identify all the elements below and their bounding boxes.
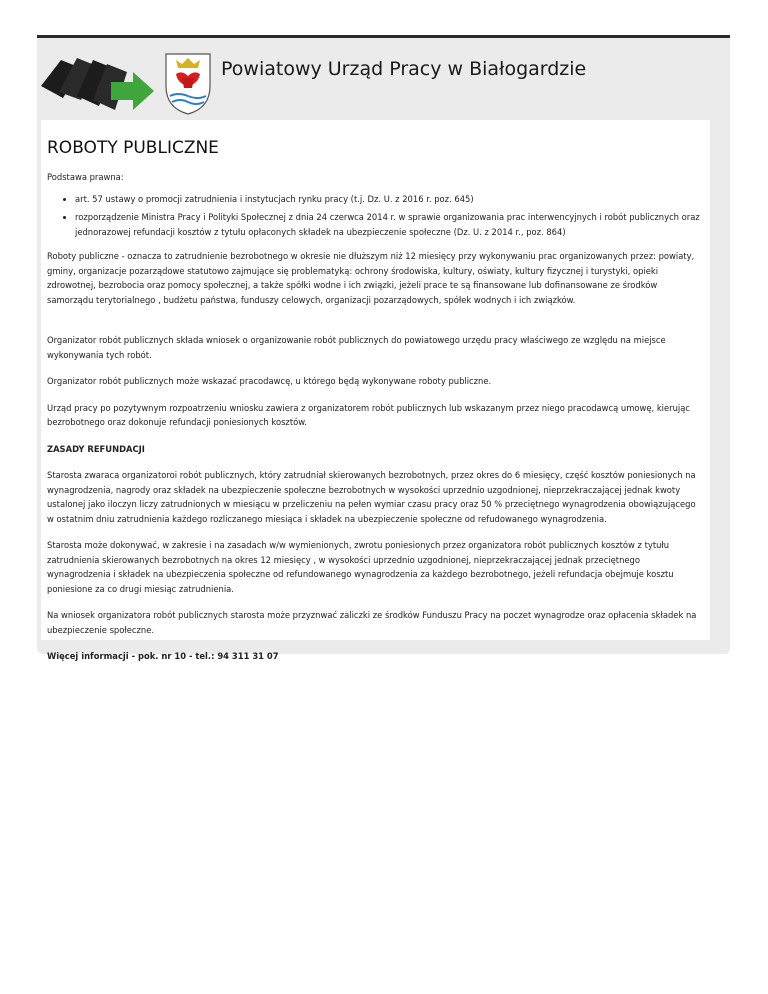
page-frame [37,35,730,661]
site-title: Powiatowy Urząd Pracy w Białogardzie [221,58,587,80]
refund-paragraph-2: Starosta może dokonywać, w zakresie i na zasadach w/w wymienionych, zwrotu poniesionych przez organizatora robót publicznych kosztów z tytułu zatrudnienia skierowanych bezrobotnych na okres 12 miesięcy , w wysokości uprzednio uzgodnionej, nieprzekraczającej jednak przeciętnego wynagrodzenia i składek na ubezpieczenia społeczne od refundowanego wynagrodzenia za każdego bezrobotnego, jeżeli refundacja obejmuje kosztu poniesione za co drugi miesiąc zatrudnienia. [47,540,674,594]
agreement-paragraph: Urząd pracy po pozytywnym rozpoatrzeniu wniosku zawiera z organizatorem robót publicznych lub wskazanym przez niego pracodawcą umowę, kierując bezrobotnego oraz dokonuje refundacji poniesionych kosztów. [47,402,690,427]
list-item: • art. 57 ustawy o promocji zatrudnienia i instytucjach rynku pracy (t.j. Dz. U. z 2016 r. poz. 645) [75,192,702,207]
refund-paragraph-1: Starosta zwaraca organizatoroi robót publicznych, który zatrudniał skierowanych bezrobotnych, przez okres do 6 miesięcy, część kosztów poniesionych na wynagrodzenia, nagrody oraz składek na ubezpieczenie społeczne bezrobotnych w wysokości uprzednio uzgodnionej, nieprzekraczającej jednak kwoty ustalonej jako iloczyn liczy zatrudnionych w miesiącu w przeliczeniu na pełen wymiar czasu pracy oraz 50 % przeciętnego wynagrodzenia obowiązującego w ostatnim dniu zatrudnienia każdego rozliczanego miesiąca i składek na ubezpieczenie społeczne od refudowanego wynagrodzenia. [47,470,696,524]
main-content [41,120,710,661]
list-item: • rozporządzenie Ministra Pracy i Polityki Społecznej z dnia 24 czerwca 2014 r. w sprawie organizowania prac interwencyjnych i robót publicznych oraz jednorazowej refundacji kosztów z tytułu opłaconych składek na ubezpieczenie społeczne (Dz. U. z 2014 r., poz. 864) [75,210,702,239]
legal-basis-list [47,192,702,240]
contact-info: Więcej informacji - pok. nr 10 - tel.: 94 311 31 07 [47,651,279,661]
page-title: ROBOTY PUBLICZNE [47,138,219,158]
refund-heading: ZASADY REFUNDACJI [47,443,145,454]
arrows-logo-icon[interactable] [37,48,155,118]
refund-paragraph-3: Na wniosek organizatora robót publicznych starosta może przyznwać zaliczki ze środków Funduszu Pracy na poczet wynagrodze oraz opłacenia składek na ubezpieczenie społeczne. [47,610,697,635]
employer-paragraph: Organizator robót publicznych może wskazać pracodawcę, u którego będą wykonywane roboty publiczne. [47,376,492,386]
application-paragraph: Organizator robót publicznych składa wniosek o organizowanie robót publicznych do powiatowego urzędu pracy właściwego ze względu na miejsce wykonywania tych robót. [47,335,666,360]
definition-paragraph: Roboty publiczne - oznacza to zatrudnienie bezrobotnego w okresie nie dłuższym niż 12 miesięcy przy wykonywaniu prac organizowanych przez: powiaty, gminy, organizacje pozarządowe statutowo zajmujące się problematyką: ochrony środowiska, kultury, oświaty, kultury fizycznej i turystyki, opieki zdrowotnej, bezrobocia oraz pomocy społecznej, a także spółki wodne i ich związki, jeżeli prace te są finansowane lub dofinansowane ze środków samorządu terytorialnego , budżetu państwa, funduszy celowych, organizacji pozarządowych, spółek wodnych i ich związków. [47,251,695,305]
legal-basis-label: Podstawa prawna: [47,172,124,182]
site-header [37,38,730,116]
